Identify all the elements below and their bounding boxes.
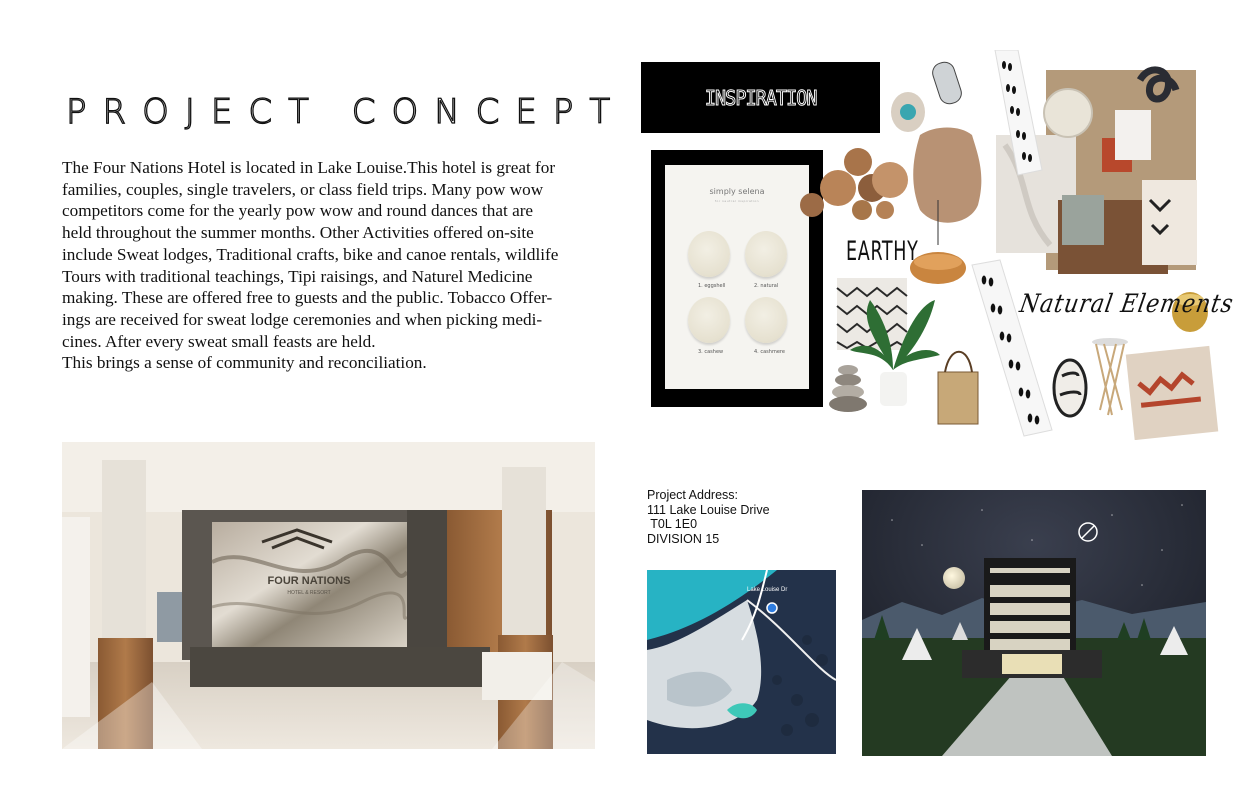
description-line: making. These are offered free to guests and the public. Tobacco Offer- — [62, 288, 553, 308]
lobby-sign-text: FOUR NATIONS — [267, 575, 351, 587]
description-line: families, couples, single travelers, or class field trips. Many pow wow — [62, 179, 544, 199]
swatch-label: 4. cashmere — [754, 349, 785, 355]
description-line: include Sweat lodges, Traditional crafts, bike and canoe rentals, wildlife — [62, 244, 559, 264]
exterior-illustration — [862, 490, 1206, 756]
swatch-label: 1. eggshell — [698, 283, 726, 289]
swatch-card-title: simply selena — [709, 187, 765, 196]
address-postal-code: T0L 1E0 — [647, 517, 698, 531]
description-line: competitors come for the yearly pow wow and round dances that are — [62, 201, 534, 221]
swatch-card-subtitle: for neutral inspiration — [714, 199, 760, 203]
paint-swatch — [745, 297, 787, 343]
address-street: 111 Lake Louise Drive — [647, 502, 770, 517]
description-line: The Four Nations Hotel is located in Lake Louise.This hotel is great for — [62, 158, 556, 177]
satellite-map — [647, 570, 836, 754]
map-pin-label: Lake Louise Dr — [747, 587, 788, 593]
paint-swatch — [745, 231, 787, 277]
address-division: DIVISION 15 — [647, 531, 720, 546]
lobby-render-image — [62, 442, 595, 749]
concept-description — [62, 157, 582, 374]
earthy-label: EARTHY — [846, 236, 919, 267]
description-line: Tours with traditional teachings, Tipi raisings, and Naturel Medicine — [62, 266, 533, 286]
project-address — [647, 488, 770, 546]
swatch-label: 2. natural — [754, 283, 779, 289]
page-title: PROJECT CONCEPT — [66, 92, 627, 132]
description-line: held throughout the summer months. Other Activities offered on-site — [62, 223, 534, 243]
map-illustration — [647, 570, 836, 754]
paint-swatch — [688, 231, 730, 277]
paint-swatch — [688, 297, 730, 343]
description-line: ings are received for sweat lodge ceremonies and when picking medi- — [62, 309, 543, 329]
lobby-illustration — [62, 442, 595, 749]
description-line: This brings a sense of community and reconciliation. — [62, 353, 427, 373]
swatch-label: 3. cashew — [698, 349, 724, 355]
inspiration-heading: INSPIRATION — [704, 85, 817, 110]
lobby-sign-subtext: HOTEL & RESORT — [287, 590, 331, 596]
natural-elements-label: Natural Elements — [1017, 290, 1236, 319]
description-line: cines. After every sweat small feasts are held. — [62, 331, 376, 351]
exterior-night-render — [862, 490, 1206, 756]
address-heading: Project Address: — [647, 488, 739, 502]
swatch-card-inner — [665, 165, 809, 389]
